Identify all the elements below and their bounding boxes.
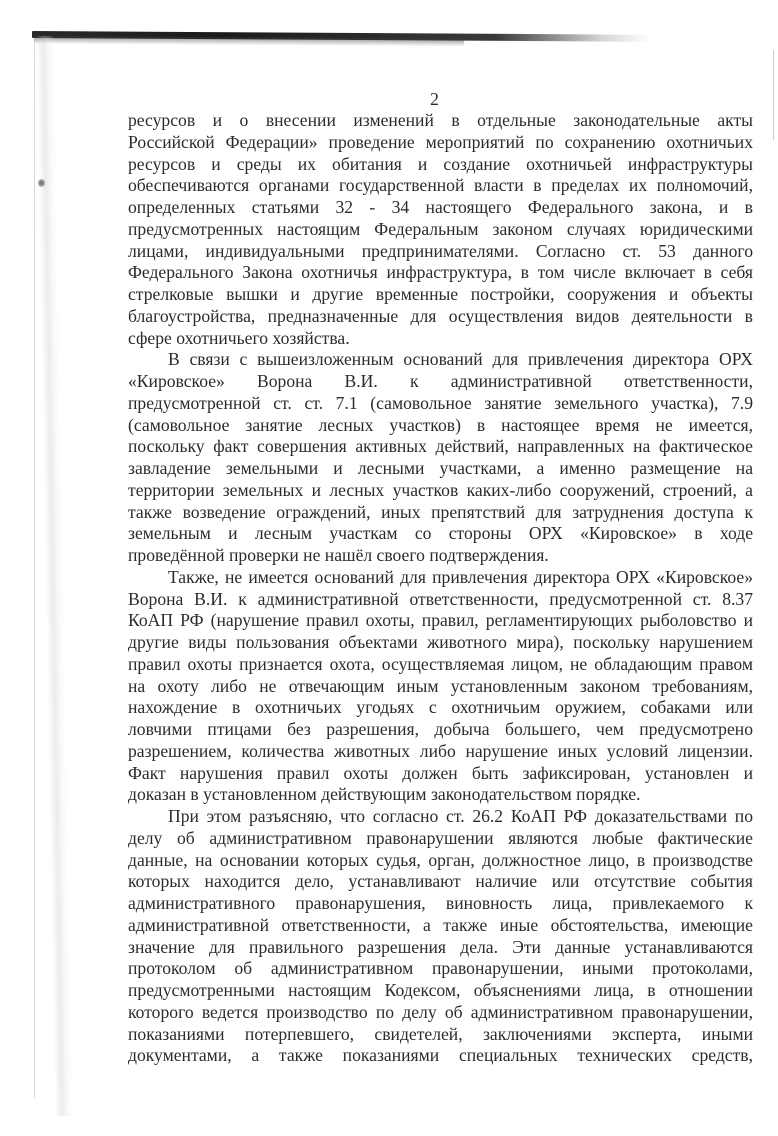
text-line: предусмотренными настоящим Кодексом, объяснениями лица, в отношении <box>128 980 753 1000</box>
text-line: значение для правильного разрешения дела. Эти данные устанавливаются <box>128 936 753 957</box>
text-line: которых находится дело, устанавливают наличие или отсутствие события <box>128 871 753 892</box>
scan-page-edge-left <box>36 36 73 1116</box>
text-line: При этом разъясняю, что согласно ст. 26.2 КоАП РФ доказательствами по <box>168 806 753 826</box>
text-line: документами, а также показаниями специальных технических средств, <box>128 1045 753 1066</box>
text-line: Также, не имеется оснований для привлечения директора ОРХ «Кировское» <box>168 566 753 587</box>
paragraph <box>128 349 753 567</box>
text-line: данные, на основании которых судья, орган, должностное лицо, в производстве <box>128 849 753 870</box>
text-line: (самовольное занятие лесных участков) в настоящее время не имеется, <box>128 414 753 435</box>
text-line: ресурсов и среды их обитания и создание охотничьей инфраструктуры <box>128 153 753 174</box>
text-line: ловчими птицами без разрешения, добыча большего, чем предусмотрено <box>128 719 753 739</box>
text-line: определенных статьями 32 - 34 настоящего Федерального закона, и в <box>128 197 753 217</box>
text-line: на охоту либо не отвечающим иным установленным законом требованиям, <box>128 675 753 696</box>
text-line: земельным и лесным участкам со стороны ОРХ «Кировское» в ходе <box>128 523 753 544</box>
text-line: Российской Федерации» проведение мероприятий по сохранению охотничьих <box>128 131 753 152</box>
text-line: обеспечиваются органами государственной власти в пределах их полномочий, <box>128 175 753 196</box>
text-line: административной ответственности, а также иные обстоятельства, имеющие <box>128 914 753 935</box>
text-line: стрелковые вышки и другие временные постройки, сооружения и объекты <box>128 284 753 304</box>
text-line: В связи с вышеизложенным оснований для привлечения директора ОРХ <box>168 349 753 370</box>
text-line: разрешением, количества животных либо нарушение иных условий лицензии. <box>128 740 753 761</box>
page-number: 2 <box>430 89 439 109</box>
text-line: предусмотренных настоящим Федеральным законом случаях юридическими <box>128 218 753 239</box>
text-line: «Кировское» Ворона В.И. к административной ответственности, <box>128 371 753 391</box>
text-line: проведённой проверки не нашёл своего подтверждения. <box>128 545 549 565</box>
text-line: поскольку факт совершения активных действий, направленных на фактическое <box>128 436 753 457</box>
text-line: Факт нарушения правил охоты должен быть зафиксирован, установлен и <box>128 762 753 783</box>
paragraph <box>128 110 753 349</box>
text-line: также возведение ограждений, иных препятствий для затруднения доступа к <box>128 501 753 522</box>
paragraph <box>128 806 753 1067</box>
text-line: благоустройства, предназначенные для осуществления видов деятельности в <box>128 305 753 326</box>
text-line: предусмотренной ст. ст. 7.1 (самовольное занятие земельного участка), 7.9 <box>128 392 753 413</box>
scan-page-edge-right <box>773 50 774 140</box>
paragraph <box>128 567 753 806</box>
text-line: сфере охотничьего хозяйства. <box>128 327 350 348</box>
text-line: ресурсов и о внесении изменений в отдельные законодательные акты <box>128 110 753 130</box>
scan-shadow-fade <box>34 36 464 47</box>
scan-page-edge-line <box>34 38 35 1098</box>
text-line: правил охоты признается охота, осуществляемая лицом, не обладающим правом <box>128 653 753 674</box>
text-line: показаниями потерпевшего, свидетелей, заключениями эксперта, иными <box>128 1023 753 1044</box>
text-line: протоколом об административном правонарушении, иными протоколами, <box>128 958 753 979</box>
text-line: которого ведется производство по делу об административном правонарушении, <box>128 1001 753 1022</box>
text-line: лицами, индивидуальными предпринимателями. Согласно ст. 53 данного <box>128 240 753 261</box>
text-line: Федерального Закона охотничья инфраструктура, в том числе включает в себя <box>128 262 753 283</box>
text-line: Ворона В.И. к административной ответственности, предусмотренной ст. 8.37 <box>128 588 753 609</box>
binding-punch-mark <box>38 179 45 187</box>
text-line: завладение земельными и лесными участками, а именно размещение на <box>128 458 753 478</box>
text-line: нахождение в охотничьих угодьях с охотничьим оружием, собаками или <box>128 697 753 718</box>
text-line: территории земельных и лесных участков каких-либо сооружений, строений, а <box>128 479 753 500</box>
text-line: доказан в установленном действующим законодательством порядке. <box>128 784 641 805</box>
document-page <box>128 88 753 1067</box>
text-line: делу об административном правонарушении являются любые фактические <box>128 827 753 848</box>
text-line: другие виды пользования объектами животного мира), поскольку нарушением <box>128 632 753 652</box>
text-line: административного правонарушения, виновность лица, привлекаемого к <box>128 893 753 913</box>
document-body <box>128 110 753 1067</box>
text-line: КоАП РФ (нарушение правил охоты, правил, регламентирующих рыболовство и <box>128 610 753 631</box>
